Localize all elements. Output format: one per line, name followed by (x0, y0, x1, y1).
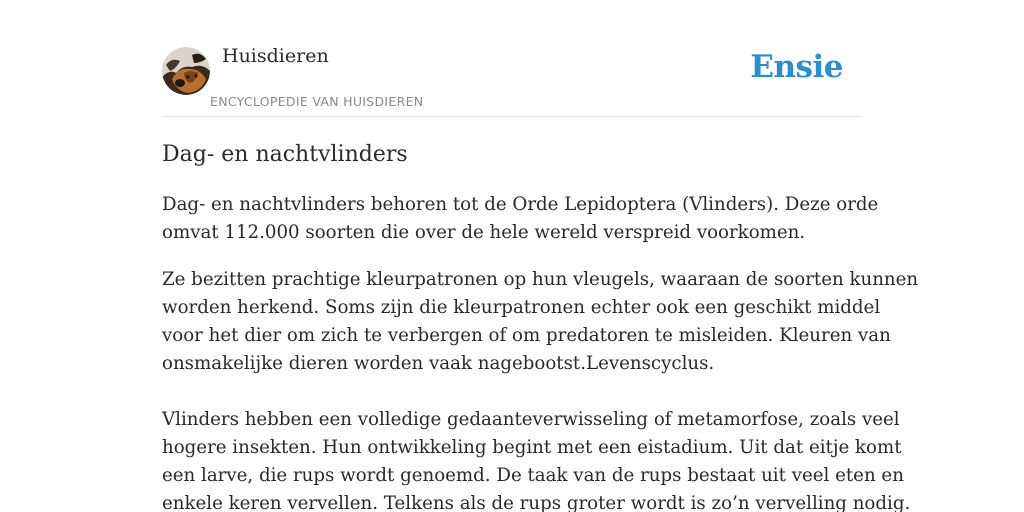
site-tagline: ENCYCLOPEDIE VAN HUISDIEREN (210, 94, 424, 109)
paragraph-line: voor het dier om zich te verbergen of om predatoren te misleiden. Kleuren van (162, 325, 891, 346)
paragraph-line: omvat 112.000 soorten die over de hele wereld verspreid voorkomen. (162, 222, 806, 243)
paragraph-line: onsmakelijke dieren worden vaak nagebootst.Levenscyclus. (162, 353, 715, 374)
paragraph-line: hogere insekten. Hun ontwikkeling begint met een eistadium. Uit dat eitje komt (162, 437, 902, 458)
paragraph-line: Dag- en nachtvlinders behoren tot de Orde Lepidoptera (Vlinders). Deze orde (162, 194, 879, 215)
dog-photo-icon (162, 47, 210, 95)
article-title: Dag- en nachtvlinders (162, 142, 408, 167)
site-header (162, 44, 862, 117)
brand-logo[interactable]: Ensie (750, 49, 843, 85)
avatar[interactable] (162, 47, 210, 95)
article (162, 138, 919, 512)
paragraph-levenscyclus (162, 406, 911, 512)
paragraph-intro (162, 191, 879, 247)
paragraph-line: Vlinders hebben een volledige gedaanteverwisseling of metamorfose, zoals veel (162, 409, 900, 430)
paragraph-line: een larve, die rups wordt genoemd. De taak van de rups bestaat uit veel eten en (162, 465, 904, 486)
paragraph-line: worden herkend. Soms zijn die kleurpatronen echter ook een geschikt middel (162, 297, 881, 318)
paragraph-kleurpatronen (162, 266, 919, 378)
paragraph-line: enkele keren vervellen. Telkens als de rups groter wordt is zo’n vervelling nodig. (162, 493, 911, 512)
paragraph-line: Ze bezitten prachtige kleurpatronen op hun vleugels, waaraan de soorten kunnen (162, 269, 919, 290)
site-name-link[interactable]: Huisdieren (222, 45, 329, 67)
